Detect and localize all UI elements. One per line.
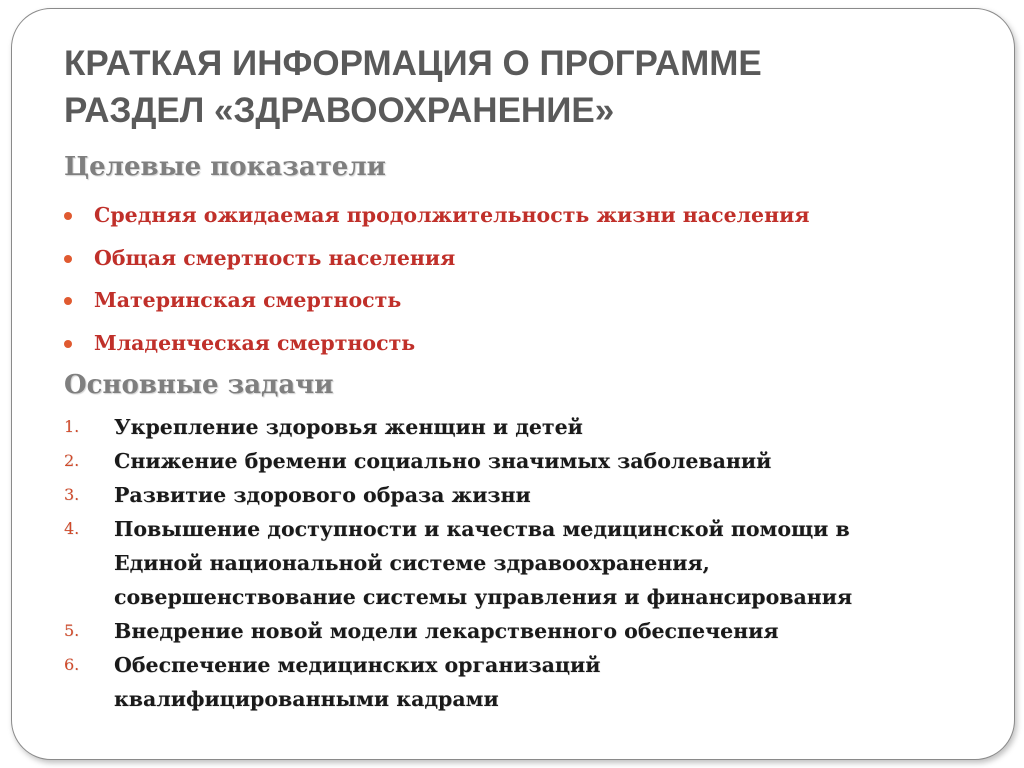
task-number: 6. — [64, 655, 80, 674]
task-item — [64, 512, 852, 614]
task-item — [64, 478, 852, 512]
task-text — [114, 410, 852, 444]
task-text-line: совершенствование системы управления и финансирования — [114, 585, 853, 609]
list-item-text: Младенческая смертность — [94, 330, 416, 355]
task-number: 2. — [64, 451, 80, 470]
title-line-1: КРАТКАЯ ИНФОРМАЦИЯ О ПРОГРАММЕ — [64, 44, 762, 83]
task-number: 4. — [64, 519, 80, 538]
title-line-2: РАЗДЕЛ «ЗДРАВООХРАНЕНИЕ» — [64, 91, 615, 130]
task-item — [64, 410, 852, 444]
list-item-text: Материнская смертность — [94, 288, 402, 312]
list-item — [64, 238, 809, 281]
task-text — [114, 648, 852, 716]
list-item — [64, 323, 809, 366]
task-text-line: Снижение бремени социально значимых заболеваний — [114, 449, 772, 473]
bullet-dot-icon — [64, 297, 72, 305]
list-item-text: Средняя ожидаемая продолжительность жизни населения — [94, 203, 810, 227]
targets-list — [64, 195, 809, 365]
task-text — [114, 444, 852, 478]
task-number: 5. — [64, 621, 80, 640]
task-text-line: Укрепление здоровья женщин и детей — [114, 415, 583, 439]
page-title — [64, 40, 964, 134]
bullet-dot-icon — [64, 212, 72, 220]
task-text — [114, 614, 852, 648]
task-item — [64, 648, 852, 716]
task-text-line: Развитие здорового образа жизни — [114, 483, 531, 507]
task-item — [64, 614, 852, 648]
task-text-line: Повышение доступности и качества медицинской помощи в — [114, 517, 850, 541]
task-text — [114, 478, 852, 512]
task-text-line: Обеспечение медицинских организаций — [114, 653, 601, 677]
list-item-text: Общая смертность населения — [94, 245, 456, 270]
list-item — [64, 195, 809, 238]
task-number: 1. — [64, 417, 80, 436]
task-text — [114, 512, 852, 614]
list-item — [64, 280, 809, 323]
task-item — [64, 444, 852, 478]
tasks-list — [64, 410, 852, 716]
task-number: 3. — [64, 485, 80, 504]
bullet-dot-icon — [64, 255, 72, 263]
task-text-line: Единой национальной системе здравоохранения, — [114, 551, 710, 575]
tasks-heading: Основные задачи — [64, 370, 334, 400]
task-text-line: Внедрение новой модели лекарственного обеспечения — [114, 619, 779, 643]
bullet-dot-icon — [64, 340, 72, 348]
targets-heading: Целевые показатели — [64, 152, 386, 182]
task-text-line: квалифицированными кадрами — [114, 687, 499, 711]
